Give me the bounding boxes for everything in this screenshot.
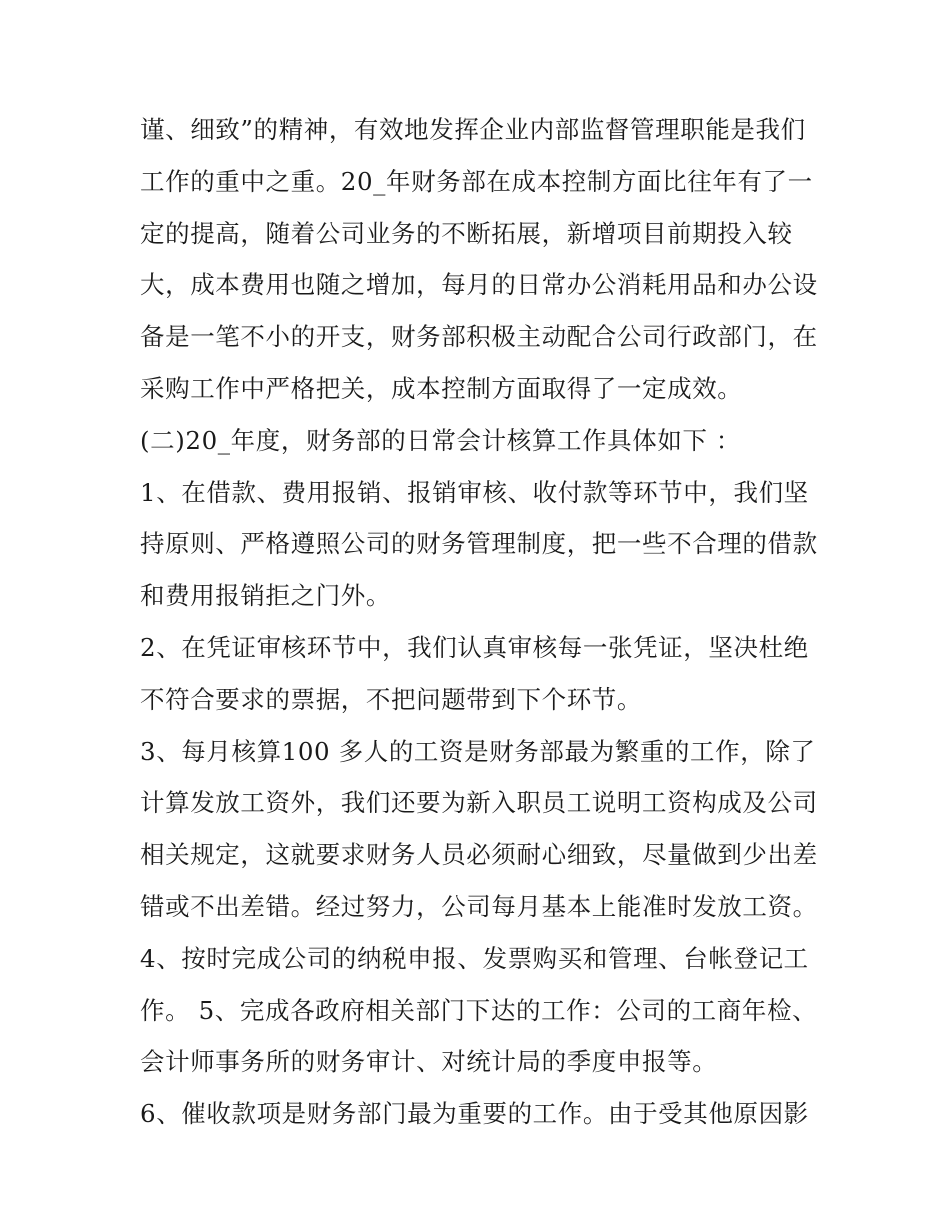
list-item-2: 2、在凭证审核环节中，我们认真审核每一张凭证，坚决杜绝 [140, 632, 809, 662]
text-line: 大，成本费用也随之增加，每月的日常办公消耗用品和办公设 [140, 270, 818, 300]
text-line: 谨、细致”的精神，有效地发挥企业内部监督管理职能是我们 [140, 115, 806, 144]
text-line: 相关规定，这就要求财务人员必须耐心细致，尽量做到少出差 [140, 840, 818, 870]
list-item-4: 4、按时完成公司的纳税申报、发票购买和管理、台帐登记工 [140, 943, 809, 973]
section-heading: (二)20_年度，财务部的日常会计核算工作具体如下 ： [140, 425, 742, 455]
body-text [140, 104, 830, 1140]
list-item-1: 1、在借款、费用报销、报销审核、收付款等环节中，我们坚 [140, 477, 809, 507]
text-line: 和费用报销拒之门外。 [140, 581, 391, 611]
list-item-3: 3、每月核算100 多人的工资是财务部最为繁重的工作，除了 [140, 736, 816, 766]
text-line: 会计师事务所的财务审计、对统计局的季度申报等。 [140, 1047, 718, 1077]
text-line: 计算发放工资外，我们还要为新入职员工说明工资构成及公司 [140, 788, 818, 818]
text-line: 备是一笔不小的开支，财务部积极主动配合公司行政部门，在 [140, 322, 818, 352]
list-item-6: 6、催收款项是财务部门最为重要的工作。由于受其他原因影 [140, 1099, 809, 1129]
text-line: 错或不出差错。经过努力，公司每月基本上能准时发放工资。 [140, 891, 818, 921]
text-line: 作。 5、完成各政府相关部门下达的工作：公司的工商年检、 [140, 995, 818, 1025]
text-line: 定的提高，随着公司业务的不断拓展，新增项目前期投入较 [140, 218, 793, 248]
text-line: 采购工作中严格把关，成本控制方面取得了一定成效。 [140, 373, 743, 403]
text-line: 持原则、严格遵照公司的财务管理制度，把一些不合理的借款 [140, 529, 818, 559]
text-line: 工作的重中之重。20_年财务部在成本控制方面比往年有了一 [140, 166, 813, 196]
text-line: 不符合要求的票据，不把问题带到下个环节。 [140, 684, 642, 714]
